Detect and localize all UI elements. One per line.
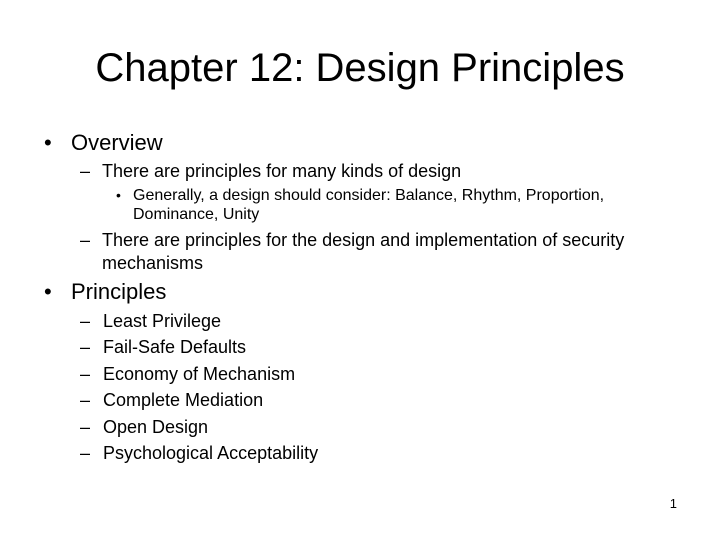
subbullet-design-kinds (80, 160, 642, 183)
principle-label: Open Design (103, 416, 209, 437)
bullet-marker: • (44, 130, 52, 155)
dash-marker: – (80, 337, 91, 358)
bullet-label-overview: Overview (71, 130, 163, 155)
principle-label: Economy of Mechanism (103, 363, 296, 384)
subsubbullet-design-considerations (116, 186, 693, 224)
dash-marker: – (80, 390, 91, 411)
dash-marker: – (80, 161, 91, 181)
subsubbullet-text: Generally, a design should consider: Balance, Rhythm, Proportion, Dominance, Unity (133, 187, 605, 223)
subbullet-security-mechanisms (80, 229, 642, 275)
principle-label: Least Privilege (103, 311, 222, 331)
principle-label: Psychological Acceptability (103, 442, 319, 463)
principle-label: Fail-Safe Defaults (103, 337, 247, 358)
slide-title: Chapter 12: Design Principles (95, 46, 625, 90)
bullet-label-principles: Principles (71, 279, 167, 304)
subbullet-text: There are principles for the design and implementation of security mechanisms (102, 230, 625, 273)
dash-marker: – (80, 416, 91, 437)
subbullet-text: There are principles for many kinds of design (102, 161, 462, 181)
dash-marker: – (80, 230, 91, 250)
page-number: 1 (669, 496, 677, 511)
dash-marker: – (80, 311, 91, 331)
bullet-marker: • (44, 279, 52, 304)
small-bullet-marker: • (116, 187, 121, 203)
principle-label: Complete Mediation (103, 390, 264, 411)
dash-marker: – (80, 363, 91, 384)
dash-marker: – (80, 442, 91, 463)
